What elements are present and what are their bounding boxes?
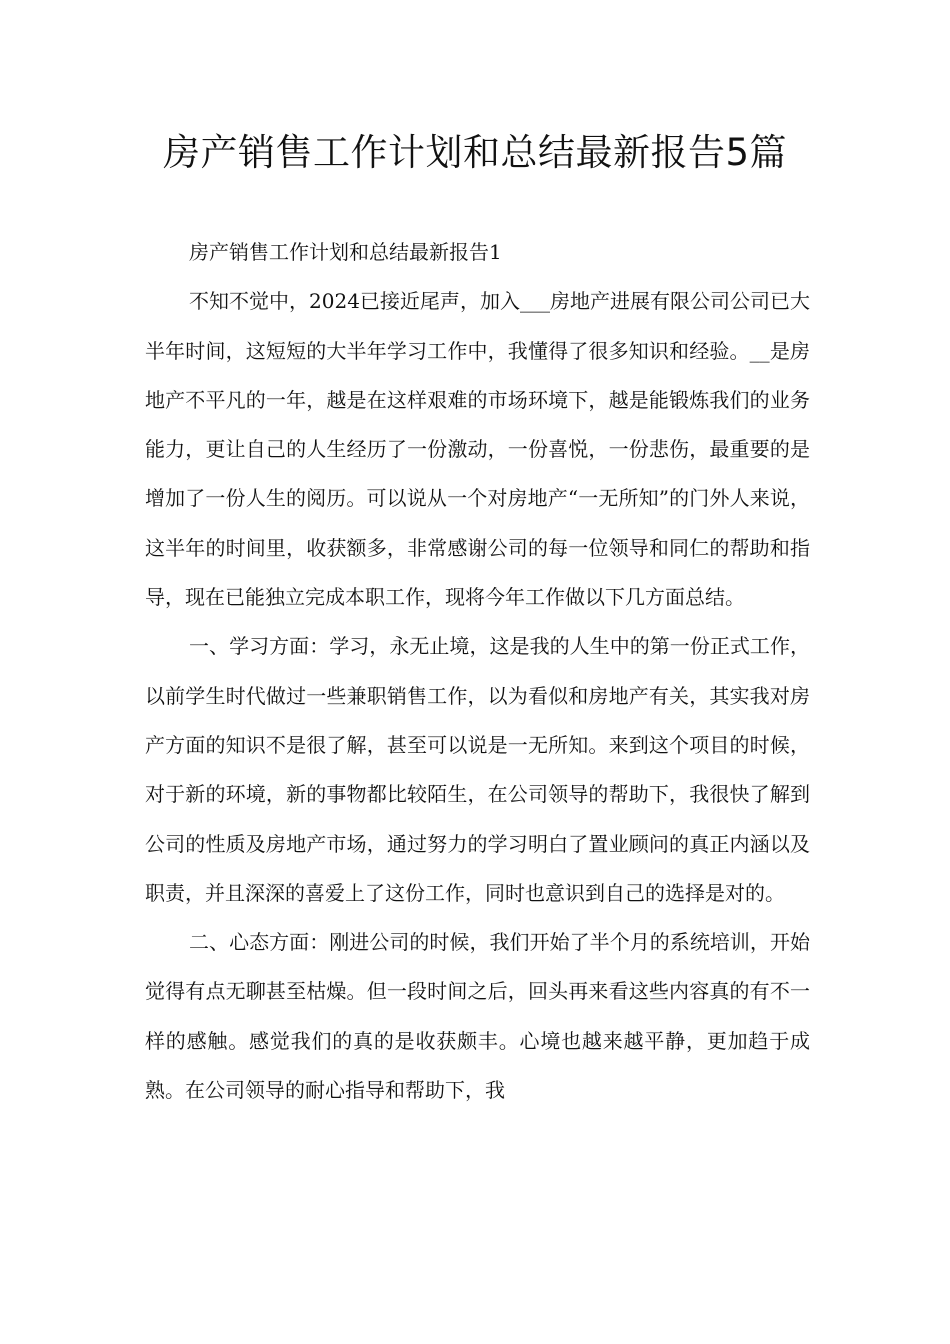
document-title: 房产销售工作计划和总结最新报告5篇 — [162, 131, 788, 174]
paragraph-mindset: 二、心态方面：刚进公司的时候，我们开始了半个月的系统培训，开始觉得有点无聊甚至枯燥。但一段时间之后，回头再来看这些内容真的有不一样的感触。感觉我们的真的是收获颇丰。心境也越来越平静，更加趋于成熟。在公司领导的耐心指导和帮助下，我 — [145, 930, 810, 1103]
paragraph-intro: 不知不觉中，2024已接近尾声，加入___房地产进展有限公司公司已大半年时间，这短短的大半年学习工作中，我懂得了很多知识和经验。__是房地产不平凡的一年，越是在这样艰难的市场环境下，越是能锻炼我们的业务能力，更让自己的人生经历了一份激动，一份喜悦，一份悲伤，最重要的是增加了一份人生的阅历。可以说从一个对房地产“一无所知”的门外人来说，这半年的时间里，收获额多，非常感谢公司的每一位领导和同仁的帮助和指导，现在已能独立完成本职工作，现将今年工作做以下几方面总结。 — [145, 289, 810, 610]
document-body — [145, 228, 810, 1115]
paragraph-learning: 一、学习方面：学习，永无止境，这是我的人生中的第一份正式工作，以前学生时代做过一些兼职销售工作，以为看似和房地产有关，其实我对房产方面的知识不是很了解，甚至可以说是一无所知。来到这个项目的时候，对于新的环境，新的事物都比较陌生，在公司领导的帮助下，我很快了解到公司的性质及房地产市场，通过努力的学习明白了置业顾问的真正内涵以及职责，并且深深的喜爱上了这份工作，同时也意识到自己的选择是对的。 — [145, 634, 810, 905]
section-heading: 房产销售工作计划和总结最新报告1 — [189, 240, 502, 264]
